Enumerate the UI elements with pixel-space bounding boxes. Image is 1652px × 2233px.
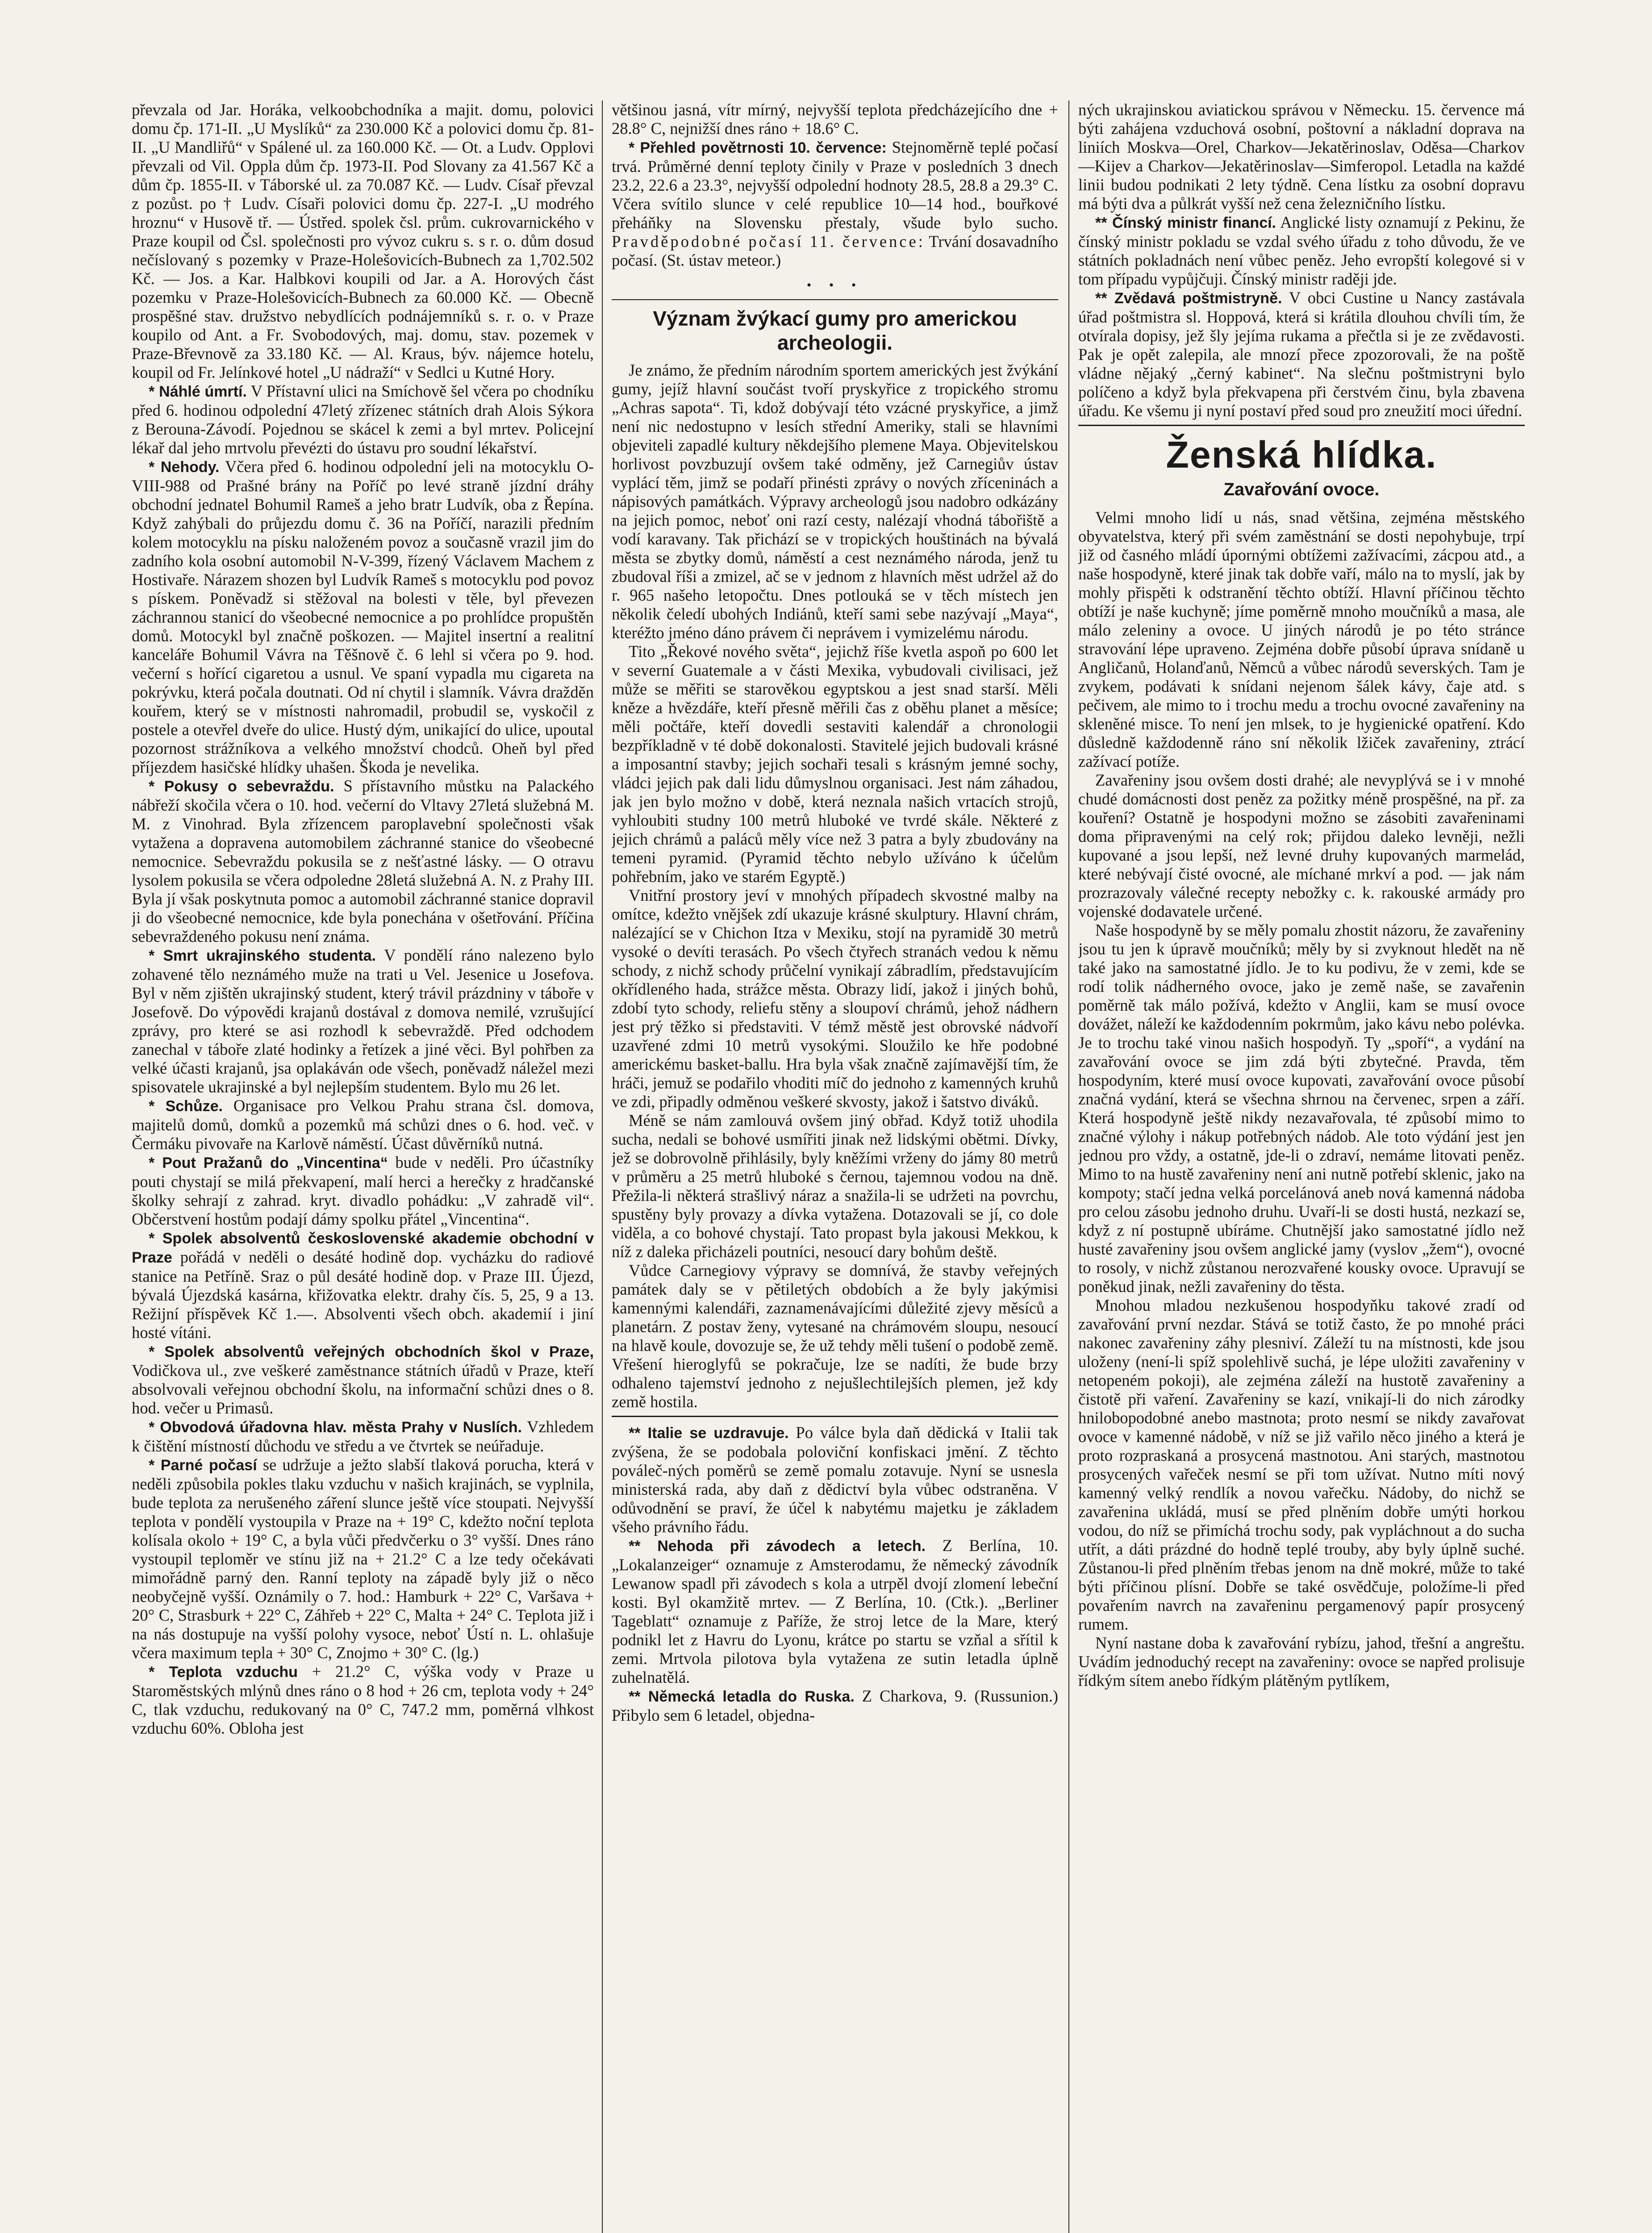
article-paragraph: převzala od Jar. Horáka, velkoobchodníka a majit. domu, polovici domu čp. 171-II. „U Myslíků“ za 230.000 Kč a polovici domu čp. 81-II. „U Mandliřů“ v Spálené ul. za 160.000 Kč. — Ot. a Ludv. Opplovi převzali od Vil. Oppla dům čp. 1973-II. Pod Slovany za 41.567 Kč a dům čp. 1855-II. v Táborské ul. za 70.087 Kč. — Ludv. Císař převzal z pozůst. po † Ludv. Císaři polovici domu čp. 227-I. „U modrého hroznu“ v Husově tř. — Ústřed. spolek čsl. prům. cukrovarnického v Praze koupil od Čsl. společnosti pro vývoz cukru s. s r. o. dům dosud nečíslovaný s pozemky v Praze-Holešovicích-Bubnech za 1,702.502 Kč. — Jos. a Kar. Halbkovi koupili od Jar. a A. Horových část pozemku v Praze-Holešovicích-Bubnech za 60.000 Kč. — Obecně prospěšné stav. družstvo nebydlících podnájemníků s. r. o. v Praze koupilo od Ant. a Fr. Svobodových, maj. domu, stav. pozemek v Praze-Břevnově za 33.180 Kč. — Al. Kraus, býv. nájemce hotelu, koupil od Fr. Jelínkové hotel „U nádraží“ v Sedlci u Kutné Hory. bbox=[132, 100, 594, 381]
news-item-text: Z Berlína, 10. „Lokalanzeiger“ oznamuje z Amsterodamu, že německý závodník Lewanow spadl při závodech s kola a utrpěl dvojí zlomení lebeční kosti. Byl okamžitě mrtev. — Z Berlína, 10. (Ctk.). „Berliner Tageblatt“ oznamuje z Paříže, že stroj letce de la Mare, který podnikl let z Havru do Lyonu, krátce po startu se vzňal a sřítil k zemi. Mrtvola pilotova byla vytažena ze sutin letadla úplně zuhelnatělá. bbox=[612, 1536, 1058, 1686]
news-item-pout bbox=[132, 1153, 594, 1229]
divider bbox=[612, 299, 1058, 300]
news-item-heading: * Přehled povětrnosti 10. července: bbox=[629, 139, 887, 156]
news-item-text: Vodičkova ul., zve veškeré zaměstnance státních úřadů v Praze, kteří absolvovali veřejnou obchodní školu, na informační schůzi dnes o 8. hod. večer u Primasů. bbox=[132, 1361, 594, 1417]
divider bbox=[1078, 425, 1525, 426]
article-paragraph: Je známo, že předním národním sportem amerických jest žvýkání gumy, jejíž hlavní součást tvoří pryskyřice z tropického stromu „Achras sapota“. Ti, kdož dobývají této vzácné pryskyřice, a jimž není nic nedostupno v lesích střední Ameriky, stali se hlavními objeviteli zapadlé kultury někdejšího plemene Maya. Objevitelskou horlivost povzbuzují ovšem také odměny, jež Carnegiův ústav vyplácí těm, jimž se podaří přinésti zprávy o nových zříceninách a nápisových památkách. Výpravy archeologů jsou nadobro odkázány na jejich pomoc, neboť oni razí cesty, nalézají vhodná tábořiště a vodí karavany. Tak přichází se v tropických houštinách na bývalá města se zbytky domů, náměstí a cest neznámého národa, jenž tu zbudoval říši a zmizel, ač se v jednom z hlavních měst udržel až do r. 965 našeho letopočtu. Dnes potlouká se v těch místech jen několik čeledí ubohých Indiánů, kteří sami sebe nazývají „Maya“, kteréžto jméno dáno právem či neprávem i vymizelému národu. bbox=[612, 361, 1058, 642]
news-item-text: Trvání dosavadního počasí. (St. ústav meteor.) bbox=[612, 232, 1058, 269]
article-paragraph: Velmi mnoho lidí u nás, snad většina, zejména městského obyvatelstva, který při svém zaměstnání se dosti nepohybuje, trpí již od časného mládí úpornými obtížemi zažívacími, zácpou atd., a naše hospodyně, které jinak tak dobře vaří, málo na to myslí, jak by mohly přispěti k odstranění těchto obtíží. Hlavní příčinou těchto obtíží je naše kuchyně; jíme poměrně mnoho moučníků a masa, ale málo zeleniny a ovoce. U jiných národů je po této stránce stravování lépe upraveno. Zejména dobře působí úprava snídaně u Angličanů, Holanďanů, Němců a vůbec národů severských. Tam je zvykem, podávati k snídani nejenom šálek kávy, čaje atd. s pečivem, ale mimo to i trochu medu a trochu ovocné zavařeniny na skleněné misce. To není jen mlsek, to je hygienické opatření. Kdo důsledně každodenně ráno sní několik lžiček zavařeniny, ztrácí zažívací potíže. bbox=[1078, 508, 1525, 770]
news-item-text: Anglické listy oznamují z Pekinu, že čínský ministr pokladu se vzdal svého úřadu z toho důvodu, že ve státních pokladnách není vůbec peněz. Jeho evropští kolegové si v tom případu vypůjčuji. Čínský ministr raději jde. bbox=[1078, 213, 1525, 288]
news-item-nahle-umrti bbox=[132, 382, 594, 457]
column-1 bbox=[132, 100, 594, 2233]
news-item-text: S přístavního můstku na Palackého nábřeží skočila včera o 10. hod. večerní do Vltavy 27letá služebná M. M. z Vinohrad. Byla zřízencem paroplavební společnosti však vytažena a dopravena automobilem záchranné stanice do všeobecné nemocnice. Sebevraždu pokusila se z nešťastné lásky. — O otravu lysolem pokusila se včera odpoledne 28letá služebná A. N. z Prahy III. Byla jí však poskytnuta pomoc a automobil záchranné stanice dopravil ji do všeobecné nemocnice, kde byla ponechána v ošetřování. Příčina sebevraždeného pokusu není známa. bbox=[132, 777, 594, 945]
news-item-heading: ** Nehoda při závodech a letech. bbox=[629, 1538, 926, 1555]
news-item-heading: * Obvodová úřadovna hlav. města Prahy v Nuslích. bbox=[149, 1419, 522, 1436]
news-item-nemecka bbox=[612, 1687, 1058, 1725]
news-item-text: Po válce byla daň dědická v Italii tak zvýšena, že se podobala poloviční konfiskaci jmění. Z těchto pováleč‑ných poměrů se země pomalu zotavuje. Nyní se usnesla ministerská rada, aby daň z dědictví byla vůbec odstraněna. V odůvodnění se praví, že účel k nabytému majetku je základem všeho právního řádu. bbox=[612, 1423, 1058, 1536]
news-item-parne bbox=[132, 1455, 594, 1662]
news-item-smrt bbox=[132, 946, 594, 1096]
column-rule bbox=[1068, 100, 1069, 2233]
news-item-heading: * Spolek absolventů veřejných obchodních škol v Praze, bbox=[149, 1343, 594, 1360]
news-item-text: se udržuje a ježto slabší tlaková porucha, která v neděli způsobila pokles tlaku vzduchu v našich krajinách, se vyplnila, bude teplota za nerušeného záření slunce ještě více stoupati. Nejvyšší teplota v pondělí vystoupila v Praze na + 19° C, kdežto noční teplota kolísala okolo + 19° C, a byla vůči předvčerku o 3° vyšší. Dnes ráno vystoupil teploměr ve stínu již na + 21.2° C a lze tedy očekávati mimořádně parný den. Ranní teploty na západě byly již o něco neobyčejně vyšší. Oznámily o 7. hod.: Hamburk + 22° C, Varšava + 20° C, Strasburk + 22° C, Záhřeb + 22° C, Malta + 24° C. Teplota již i na nás dostupuje na vyšší polohy vysoce, neboť Ústí n. L. ohlašuje včera maximum tepla + 30° C, Znojmo + 30° C. (lg.) bbox=[132, 1455, 594, 1662]
divider bbox=[612, 1416, 1058, 1417]
news-item-text: bude v neděli. Pro účastníky pouti chystají se milá překvapení, malí herci a herečky z hradčanské školky sehrají z zahrad. kryt. divadlo pohádku: „V zahradě vil“. Občerstvení hostům podají dámy spolku přátel „Vincentina“. bbox=[132, 1153, 594, 1228]
column-rule bbox=[602, 100, 603, 2233]
section-title: Ženská hlídka. bbox=[1166, 434, 1437, 476]
news-item-zvedava bbox=[1078, 289, 1525, 420]
news-item-heading: ** Zvědavá poštmistryně. bbox=[1095, 290, 1282, 307]
news-item-heading: ** Italie se uzdravuje. bbox=[629, 1425, 789, 1442]
news-item-prehled bbox=[612, 138, 1058, 270]
news-item-text: pořádá v neděli o desáté hodině dop. vycházku do radiové stanice na Petříně. Sraz o půl desáté hodině dop. v Praze III. Újezd, bývalá Újezdská kasárna, křižovatka elektr. drahy čís. 5, 25, 9 a 13. Režijní příspěvek Kč 1.—. Absolventi všech obch. akademií i jiní hosté vítáni. bbox=[132, 1248, 594, 1342]
forecast-heading: Pravděpodobné počasí 11. července: bbox=[612, 232, 925, 251]
news-item-heading: * Teplota vzduchu bbox=[149, 1664, 298, 1681]
article-paragraph: Nyní nastane doba k zavařování rybízu, jahod, třešní a angreštu. Uvádím jednoduchý recept na zavařeniny: ovoce se napřed prolisuje řídkým sítem anebo řídkým plátěným pytlíkem, bbox=[1078, 1634, 1525, 1689]
news-item-text: Vzhledem k čištění místností důchodu ve středu a ve čtvrtek se neúřaduje. bbox=[132, 1418, 594, 1455]
column-2 bbox=[612, 100, 1058, 2233]
article-paragraph: Naše hospodyně by se měly pomalu zhostit názoru, že zavařeniny jsou tu jen k úpravě moučníků; měly by si zvyknout hledět na ně také jako na samostatné jídlo. Je to ku podivu, že v zemi, kde se rodí tolik nádherného ovoce, jako je země naše, se zavařenin poměrně tak málo požívá, kdežto v Anglii, kam se musí ovoce dovážet, náleží ke každodenním pokrmům, jako kávu nebo polévka. Je to trochu také vinou našich hospodyň. Ty „spoří“, a vydání na zavařování ovoce se jim zdá býti zbytečné. Pravda, těm hospodyním, které musí ovoce kupovati, zavařování ovoce působí značná vydání, která se všechna shrnou na červenec, srpen a září. Která hospodyně ještě nikdy nezavařovala, té způsobí mimo to značné výlohy i nákup potřebných nádob. Ale toto výdání jest jen jednou pro vždy, a ostatně, jde-li o zdraví, nemáme litovati peněz. Mimo to na hustě zavařeniny není ani nutně potřebí sklenic, jako na kompoty; stačí jedna velká porcelánová aneb nová kamenná nádoba pro celou zásobu jednoho druhu. Uvaří-li se dosti hustá, nezkazí se, když z ní postupně ubíráme. Chutnější jako samostatné jídlo než husté zavařeniny jsou ovšem anglické jamy (vyslov „žem“), ovocné to rosoly, v nichž zůstanou nerozvařené kousky ovoce. Upravují se poněkud jinak, nežli zavařeniny do těsta. bbox=[1078, 921, 1525, 1296]
news-item-heading: * Spolek absolventů československé akademie obchodní v Praze bbox=[132, 1230, 594, 1266]
news-item-obvodova bbox=[132, 1418, 594, 1455]
news-item-italie bbox=[612, 1423, 1058, 1536]
news-item-text: V Přístavní ulici na Smíchově šel včera po chodníku před 6. hodinou odpolední 47letý zřízenec státních drah Alois Sýkora z Berouna-Závodí. Pojednou se skácel k zemi a byl mrtev. Policejní lékař dal jeho mrtvolu převézti do ústavu pro soudní lékařství. bbox=[132, 382, 594, 457]
article-paragraph: Mnohou mladou nezkušenou hospodyňku takové zradí od zavařování první nezdar. Stává se totiž často, že po mnohé práci nakonec zavařeniny záhy plesniví. Záleží tu na místnosti, kde jsou uloženy (není-li spíž spolehlivě suchá, je lépe uložiti zavařeniny v netopeném pokoji), ale zejména záleží na hustotě zavařeniny a čistotě při vaření. Zavařeniny se kazí, vnikají-li do nich zárodky hnilobopodobné anebo mastnota; proto nesmí se nikdy zavařovat ovoce v kamenné nádobě, v níž se již vařilo něco jiného a která je proto rozpraskaná a prosycená mastnotou. Ani starých, mastnotou prosycených vařeček nesmí se při tom užívat. Nutno míti nový kamenný velký rendlík a novou vařečku. Nádoby, do nichž se zavařenina ukládá, musí se před plněním dobře umýti horkou vodou, do níž se přimíchá trochu sody, pak vypláchnout a do sucha utřít, a dáti prázdné do hodně teplé trouby, aby byly úplně suché. Zůstanou-li před plněním třebas jenom na dně mokré, může to také býti příčinou plísní. Dobře se také osvědčuje, položíme-li před povařením navrch na zavařeninu pergamenový papír prosycený rumem. bbox=[1078, 1296, 1525, 1633]
news-item-heading: * Smrt ukrajinského studenta. bbox=[149, 947, 376, 964]
article-paragraph: Vůdce Carnegiovy výpravy se domnívá, že stavby veřejných památek daly se v pětiletých obdobích a že byly jakýmisi kamennými kalendáři, zaznamenávajícími důležité zjevy měsíců a planetárn. Z postav ženy, vytesané na chrámovém sloupu, nesoucí na hlavě koule, dovozuje se, že už tehdy měli tušení o podobě země. Vřešení hieroglyfů se pokračuje, lze se nadíti, že bude brzy odhaleno tajemství jednoho z nejušlechtilejších plemen, jež kdy země hostila. bbox=[612, 1261, 1058, 1411]
news-item-text: Z Charkova, 9. (Russunion.) Přibylo sem 6 letadel, objedna- bbox=[612, 1687, 1058, 1724]
news-item-spolek2 bbox=[132, 1342, 594, 1418]
news-item-heading: * Parné počasí bbox=[149, 1457, 257, 1474]
news-item-heading: * Schůze. bbox=[149, 1098, 223, 1115]
separator-dots: • • • bbox=[806, 278, 864, 293]
news-item-pokusy bbox=[132, 777, 594, 946]
news-item-text: V obci Custine u Nancy zastávala úřad poštmistra sl. Hoppová, která si krátila dlouhou chvíli tím, že otvírala dopisy, jež šly jejíma rukama a přečtla si je ze zvědavosti. Pak je opět zalepila, ale mnozí přece zpozorovali, že na poště vládne nějaký „černý kabinet“. Na slečnu poštmistryni bylo políčeno a když byla překvapena při čerstvém činu, byla zbavena úřadu. Ke všemu ji nyní postaví před soud pro zneužití moci úřední. bbox=[1078, 289, 1525, 420]
article-paragraph: ných ukrajinskou aviatickou správou v Německu. 15. července má býti zahájena vzduchová osobní, poštovní a nákladní doprava na liniích Moskva—Orel, Charkov—Jekatěrinoslav, Oděsa—Charkov—Kijev a Charkov—Jekatěrinoslav—Simferopol. Letadla na každé linii budou podnikati 2 lety týdně. Cena lístku za osobní dopravu má býti dva a půlkrát vyšší než cena železničního lístku. bbox=[1078, 100, 1525, 213]
news-item-heading: ** Německá letadla do Ruska. bbox=[629, 1688, 855, 1705]
column-3 bbox=[1078, 100, 1525, 2233]
article-headline: Význam žvýkací gumy pro americkou archeologii. bbox=[653, 307, 1017, 354]
news-item-text: Stejnoměrně teplé počasí trvá. Průměrné denní teploty činily v Praze v posledních 3 dnech 23.2, 22.6 a 23.3°, nejvyšší odpolední hodnoty 28.5, 28.8 a 29.3° C. Včera svítilo slunce v celé republice 10—14 hod., bouřkové přeháňky na Slovensku přestaly, všude bylo sucho. bbox=[612, 138, 1058, 232]
news-item-text: V pondělí ráno nalezeno bylo zohavené tělo neznámého muže na trati u Vel. Jesenice u Josefova. Byl v něm zjištěn ukrajinský student, který trávil prázdniny v táboře v Josefově. Do výpovědi krajanů dostával z domova nemilé, vzrušující zprávy, pro které se asi rozhodl k sebevraždě. Před odchodem zanechal v táboře zlaté hodinky a řetízek a jiné věci. Byl pohřben za velké účasti krajanů, jsa oplakáván ode všech, poněvadž náležel mezi spisovatele ukrajinské a byl nejlepším studentem. Bylo mu 26 let. bbox=[132, 946, 594, 1096]
article-paragraph: Vnitřní prostory jeví v mnohých případech skvostné malby na omítce, kdežto vnějšek zdí ukazuje krásné skulptury. Hlavní chrám, nalézající se v Chichon Itza v Mexiku, stojí na pyramidě 30 metrů vysoké o devíti terasách. Po všech čtyřech stranách vedou k němu schody, z nichž schody průčelní vynikají zábradlím, představujícím okřídleného hada, strážce města. Obrazy lidí, jakož i jiných bohů, zdobí tyto schody, reliefu stěny a sloupoví chrámů, jehož nádhern jest prý těžko si představiti. V témž městě jest obrovské nádvoří uzavřené zdmi 10 metrů vysokými. Sloužilo ke hře podobné americkému basket-ballu. Hra byla však značně zajímavější tím, že hráči, jemuž se podařilo vhoditi míč do jednoho z kamenných kruhů ve zdi, připadly odměnou veškeré skvosty, jakož i šatstvo diváků. bbox=[612, 886, 1058, 1111]
article-paragraph: Tito „Řekové nového světa“, jejichž říše kvetla aspoň po 600 let v severní Guatemale a v části Mexika, vybudovali civilisaci, jež může se měřiti se starověkou egyptskou a jest snad starší. Měli kněze a hvězdáře, kteří přesně měřili čas z oběhu planet a měsíce; měli počtáře, kteří dovedli sestaviti kalendář a chronologii bezpříkladně v té době dokonalosti. Stavitelé jejich budovali krásné a imposantní stavby; jejich sochaři tesali s krásným jemné sochy, vládci jejich pak dali lidu důmyslnou organisaci. Jest nám záhadou, jak jen bylo možno v době, která neznala našich vrtacích strojů, vyhloubiti studny 100 metrů hluboké ve tvrdé skále. Některé z jejich chrámů a paláců měly více než 3 patra a byly zbudovány na temeni pyramid. (Pyramid těchto nebylo užíváno k účelům pohřebním, jako ve starém Egyptě.) bbox=[612, 642, 1058, 886]
news-item-text: Organisace pro Velkou Prahu strana čsl. domova, majitelů domů, domků a pozemků má schůzi dnes o 6. hod. več. v Čermáku pivovaře na Karlově náměstí. Účast důvěrníků nutná. bbox=[132, 1096, 594, 1153]
news-item-nehody bbox=[132, 457, 594, 777]
news-item-text: Včera před 6. hodinou odpolední jeli na motocyklu O-VIII-988 od Prašné brány na Poříč po levé straně jízdní dráhy obchodní jednatel Bohumil Rameš a jeho bratr Ludvík, oba z Řepína. Když zahýbali do průjezdu domu č. 36 na Poříčí, narazili předním kolem motocyklu na písku naloženém povoz a současně vrazil jim do zadního kola osobní automobil N-V-399, řízený Václavem Machem z Hostivaře. Nárazem shozen byl Ludvík Rameš s motocyklu pod povoz s pískem. Poněvadž si stěžoval na bolesti v těle, byl převezen záchrannou stanicí do všeobecné nemocnice a po prohlídce propuštěn domů. Motocykl byl značně poškozen. — Majitel insertní a realitní kanceláře Bohumil Vávra na Těšnově č. 6 lehl si včera po 9. hod. večerní s hořící cigaretou a usnul. Ve spaní vypadla mu cigareta na pokrývku, která počala doutnati. Od ní chytil i slamník. Vávra dražděn kouřem, který se v místnosti nahromadil, probudil se, vyskočil z postele a otevřel dveře do ulice. Hustý dým, unikající do ulice, upoutal pozornost strážníkova a velkého množství chodců. Oheň byl před příjezdem hasičské hlídky uhašen. Škoda je nevelika. bbox=[132, 457, 594, 776]
news-item-heading: * Nehody. bbox=[149, 459, 220, 476]
article-paragraph: Zavařeniny jsou ovšem dosti drahé; ale nevyplývá se i v mnohé chudé domácnosti dost peněz za požitky méně prospěšné, na př. za kouření? Ostatně je hospodyni možno se zásobiti zavařeninami doma připravenými na celý rok; přijdou daleko levněji, nežli kupované a jsou lepší, než levné druhy kupovaných marmelád, které nebývají čisté ovocné, ale míchané mrkví a pod. — jak nám prozrazovaly válečné recepty nebožky c. k. rakouské armády pro vojenské dodavatele určené. bbox=[1078, 771, 1525, 920]
news-item-spolek bbox=[132, 1229, 594, 1342]
news-item-heading: * Náhlé úmrtí. bbox=[149, 383, 247, 400]
news-item-text: + 21.2° C, výška vody v Praze u Staroměstských mlýnů dnes ráno o 8 hod + 26 cm, teplota vody + 24° C, tlak vzduchu, redukovaný na 0° C, 747.2 mm, poměrná vlhkost vzduchu 60%. Obloha jest bbox=[132, 1662, 594, 1737]
news-item-heading: * Pokusy o sebevraždu. bbox=[149, 778, 334, 795]
news-item-cinsky bbox=[1078, 213, 1525, 289]
article-paragraph: většinou jasná, vítr mírný, nejvyšší teplota předcházejícího dne + 28.8° C, nejnižší dnes ráno + 18.6° C. bbox=[612, 100, 1058, 138]
news-item-nehoda bbox=[612, 1536, 1058, 1687]
news-item-heading: * Pout Pražanů do „Vincentina“ bbox=[149, 1154, 388, 1171]
news-item-heading: ** Čínský ministr financí. bbox=[1095, 214, 1276, 231]
article-paragraph: Méně se nám zamlouvá ovšem jiný obřad. Když totiž uhodila sucha, nedali se bohové usmířiti jinak než lidskými obětmi. Dívky, jež se dobrovolně přihlásily, byly kněžími vrženy do jámy 80 metrů v průměru a 25 metrů hluboké s černou, tajemnou vodou na dně. Přežila-li některá strašlivý náraz a snažila-li se udržeti na povrchu, spustěny byly provazy a dívka vytažena. Dotazovali se jí, co dole viděla, a co bohové chystají. Tato propast byla jakousi Mekkou, k níž z daleka přicházeli poutníci, nesoucí dary bohům deště. bbox=[612, 1111, 1058, 1261]
news-item-schuze bbox=[132, 1096, 594, 1153]
news-item-teplota bbox=[132, 1662, 594, 1738]
article-subtitle: Zavařování ovoce. bbox=[1223, 480, 1380, 499]
